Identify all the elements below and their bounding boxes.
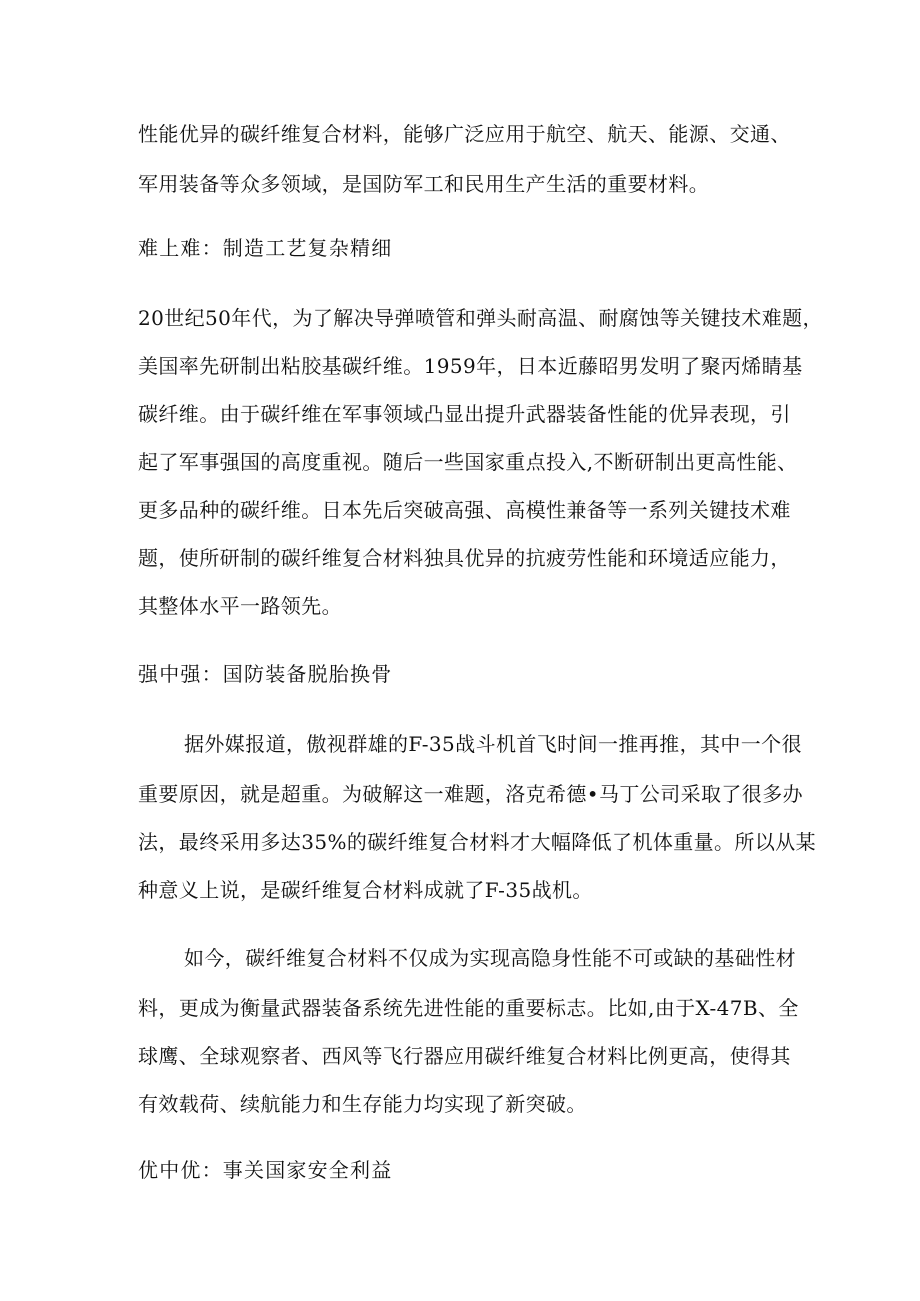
paragraph-4-line-1: 如今，碳纤维复合材料不仅成为实现高隐身性能不可或缺的基础性材 [184,946,796,970]
paragraph-1-line-1: 性能优异的碳纤维复合材料，能够广泛应用于航空、航天、能源、交通、 [138,122,791,146]
paragraph-2-line-3: 碳纤维。由于碳纤维在军事领域凸显出提升武器装备性能的优异表现，引 [138,402,791,426]
paragraph-4-line-3: 球鹰、全球观察者、西风等飞行器应用碳纤维复合材料比例更高，使得其 [138,1044,791,1068]
paragraph-2-line-1: 20世纪50年代，为了解决导弹喷管和弹头耐高温、耐腐蚀等关键技术难题， [138,306,823,330]
paragraph-1-line-2: 军用装备等众多领域，是国防军工和民用生产生活的重要材料。 [138,172,710,196]
paragraph-2-line-2: 美国率先研制出粘胶基碳纤维。1959年，日本近藤昭男发明了聚丙烯睛基 [138,354,803,378]
paragraph-2-line-5: 更多品种的碳纤维。日本先后突破高强、高模性兼备等一系列关键技术难 [138,498,791,522]
section-heading-security: 优中优：事关国家安全利益 [138,1158,393,1182]
paragraph-2-line-6: 题，使所研制的碳纤维复合材料独具优异的抗疲劳性能和环境适应能力， [138,546,791,570]
paragraph-3-line-1: 据外媒报道，傲视群雄的F-35战斗机首飞时间一推再推，其中一个很 [184,732,802,756]
section-heading-defense: 强中强：国防装备脱胎换骨 [138,662,393,686]
paragraph-3-line-4: 种意义上说，是碳纤维复合材料成就了F-35战机。 [138,878,593,902]
paragraph-3-line-3: 法，最终采用多达35%的碳纤维复合材料才大幅降低了机体重量。所以从某 [138,830,817,854]
paragraph-4-line-2: 料，更成为衡量武器装备系统先进性能的重要标志。比如,由于X-47B、全 [138,996,799,1020]
section-heading-difficulty: 难上难：制造工艺复杂精细 [138,236,393,260]
paragraph-4-line-4: 有效载荷、续航能力和生存能力均实现了新突破。 [138,1092,587,1116]
paragraph-2-line-7: 其整体水平一路领先。 [138,594,342,618]
paragraph-2-line-4: 起了军事强国的高度重视。随后一些国家重点投入,不断研制出更高性能、 [138,450,798,474]
paragraph-3-line-2: 重要原因，就是超重。为破解这一难题，洛克希德•马丁公司采取了很多办 [138,782,803,806]
